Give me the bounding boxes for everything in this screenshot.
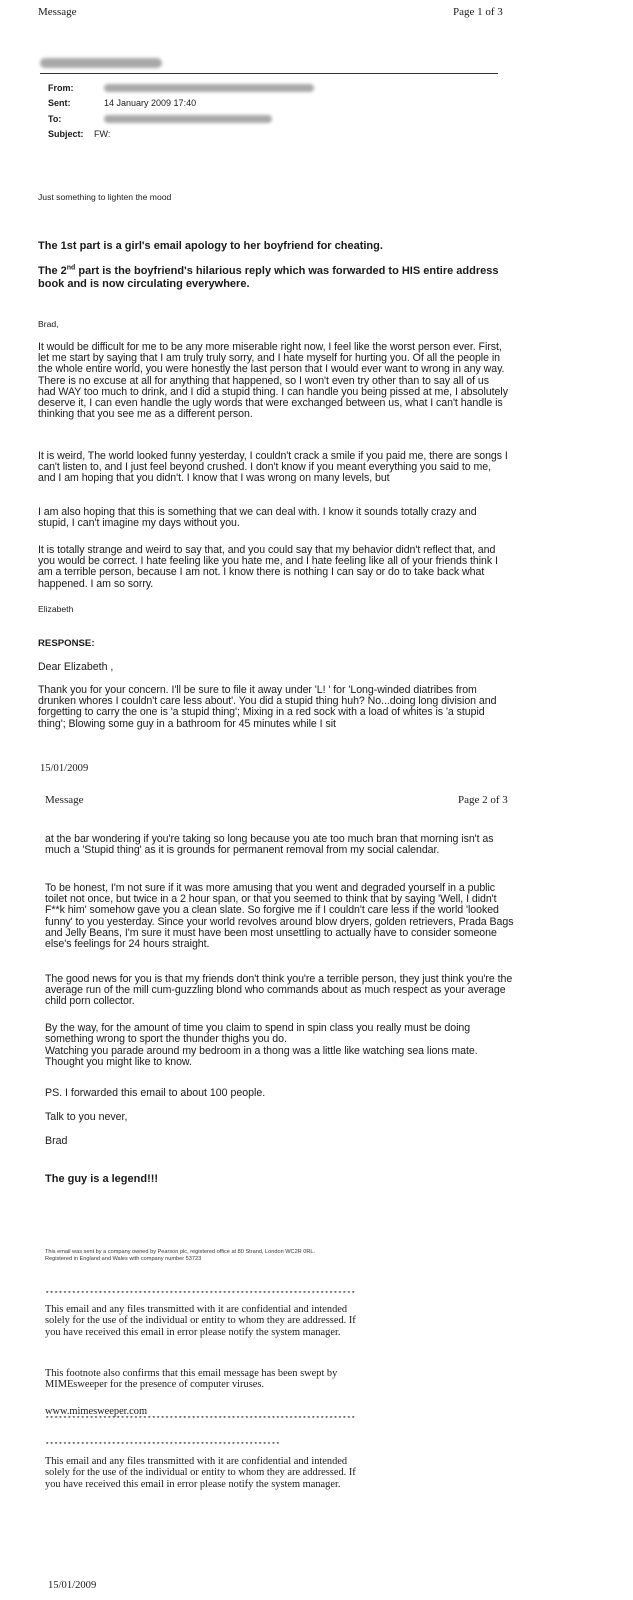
pearson-footer-line-2: Registered in England and Wales with company number 53723 (45, 1255, 202, 1262)
salutation-brad: Brad, (38, 319, 59, 329)
reply-paragraph-2: To be honest, I'm not sure if it was more amusing that you went and degraded yourself in a public toilet not once, but twice in a 2 hour span, or that you seemed to think that by saying 'Well, I didn't F**k him' somehow gave you a clean slate. So forgive me if I couldn't care less if the world 'looked funny' to you yesterday. Since your world revolves around blow dryers, golden retrievers, Prada Bags and Jelly Beans, I'm sure it must have been most unsettling to actually have to consider someone else's feelings for 24 hours straight. (45, 882, 514, 951)
header-divider (40, 73, 498, 74)
apology-paragraph-1: It would be difficult for me to be any more miserable right now, I feel like the worst person ever. First, let me start by saying that I am truly truly sorry, and I hate myself for hurting you. Of all the people in the whole entire world, you were honestly the last person that I would ever want to wrong in any way. There is no excuse at all for anything that happened, so I won't even try other than to say all of us had WAY too much to drink, and I did a stupid thing. I can handle you being pissed at me, I absolutely deserve it, I can even handle the ugly words that were exchanged between us, what I can't handle is thinking that you see me as a different person. (38, 341, 508, 421)
page1-header-title: Message (38, 6, 77, 18)
signoff-elizabeth: Elizabeth (38, 604, 74, 614)
apology-paragraph-2a: It is weird, The world looked funny yesterday, I couldn't crack a smile if you paid me, there are songs I can't listen to, and I just feel beyond crushed. I don't know if you meant everything you said to me, and I am hoping that you didn't. I know that I was wrong on many levels, but (38, 450, 508, 485)
asterisk-divider-2: ********************************************************************** (45, 1416, 356, 1424)
pearson-footer-line-1: This email was sent by a company owned by Pearson plc, registered office at 80 Strand, London WC2R 0RL. (45, 1249, 316, 1255)
from-label: From: (48, 83, 74, 93)
legend-remark: The guy is a legend!!! (45, 1173, 159, 1185)
mimesweeper-note: This footnote also confirms that this email message has been swept by MIMEsweeper for the presence of computer viruses. (45, 1368, 338, 1391)
page2-header-title: Message (45, 794, 84, 806)
asterisk-divider-3: ***************************************************** (45, 1442, 281, 1450)
to-label: To: (48, 114, 62, 124)
subject-label: Subject: (48, 129, 84, 139)
sent-value: 14 January 2009 17:40 (104, 98, 197, 108)
reply-paragraph-4a: By the way, for the amount of time you claim to spend in spin class you really must be doing something wrong to sport the thunder thighs you do. (45, 1022, 471, 1046)
sender-name: Brad (45, 1135, 68, 1147)
response-paragraph-1: Thank you for your concern. I'll be sure to file it away under 'L! ' for 'Long-winded diatribes from drunken whores I couldn't care less about'. You did a stupid thing huh? No...doing long division and forgetting to carry the one is 'a stupid thing'; Mixing in a red sock with a load of whites is 'a stupid thing'; Blowing some guy in a bathroom for 45 minutes while I sit (38, 684, 497, 730)
pearson-footer (45, 1249, 525, 1262)
confidentiality-disclaimer-2: This email and any files transmitted with it are confidential and intended solely for the use of the individual or entity to whom they are addressed. If you have received this email in error please notify the system manager. (45, 1456, 356, 1490)
reply-paragraph-1: at the bar wondering if you're taking so long because you ate too much bran that morning isn't as much a 'Stupid thing' as it is grounds for permanent removal from my social calendar. (45, 833, 494, 857)
reply-paragraph-3: The good news for you is that my friends don't think you're a terrible person, they just think you're the average run of the mill cum-guzzling blond who commands about as much respect as your average child porn collector. (45, 973, 513, 1008)
response-salutation: Dear Elizabeth , (38, 661, 114, 673)
intro-line: Just something to lighten the mood (38, 192, 172, 202)
reply-paragraph-4b: Watching you parade around my bedroom in a thong was a little like watching sea lions mate. Thought you might like to know. (45, 1045, 478, 1069)
page1-page-number: Page 1 of 3 (453, 6, 503, 18)
response-label: RESPONSE: (38, 638, 95, 649)
confidentiality-disclaimer: This email and any files transmitted with it are confidential and intended solely for the use of the individual or entity to whom they are addressed. If you have received this email in error please notify the system manager. (45, 1304, 356, 1338)
closing-line: Talk to you never, (45, 1111, 128, 1123)
page2-footer-date: 15/01/2009 (48, 1580, 97, 1591)
page1-footer-date: 15/01/2009 (40, 763, 89, 774)
postscript: PS. I forwarded this email to about 100 people. (45, 1087, 266, 1099)
headline-superscript: nd (66, 264, 76, 272)
apology-paragraph-3: It is totally strange and weird to say that, and you could say that my behavior didn't reflect that, and you would be correct. I hate feeling like you hate me, and I hate feeling like all of your friends think I am a terrible person, because I am not. I know there is nothing I can say or do to take back what happened. I am so sorry. (38, 544, 498, 590)
redacted-to-address (104, 115, 272, 123)
apology-paragraph-2b: I am also hoping that this is something that we can deal with. I know it sounds totally crazy and stupid, I can't imagine my days without you. (38, 506, 477, 530)
redacted-sender-name (40, 58, 162, 68)
redacted-from-address (104, 84, 314, 92)
sent-label: Sent: (48, 98, 71, 108)
mimesweeper-url: www.mimesweeper.com (45, 1406, 148, 1417)
subject-value: FW: (94, 129, 111, 139)
page2-page-number: Page 2 of 3 (458, 794, 508, 806)
asterisk-divider-1: ********************************************************************** (45, 1291, 356, 1299)
headline-part-two: The 2nd part is the boyfriend's hilarious reply which was forwarded to HIS entire address book and is now circulating everywhere. (38, 264, 499, 290)
headline-part-one: The 1st part is a girl's email apology to her boyfriend for cheating. (38, 240, 383, 252)
